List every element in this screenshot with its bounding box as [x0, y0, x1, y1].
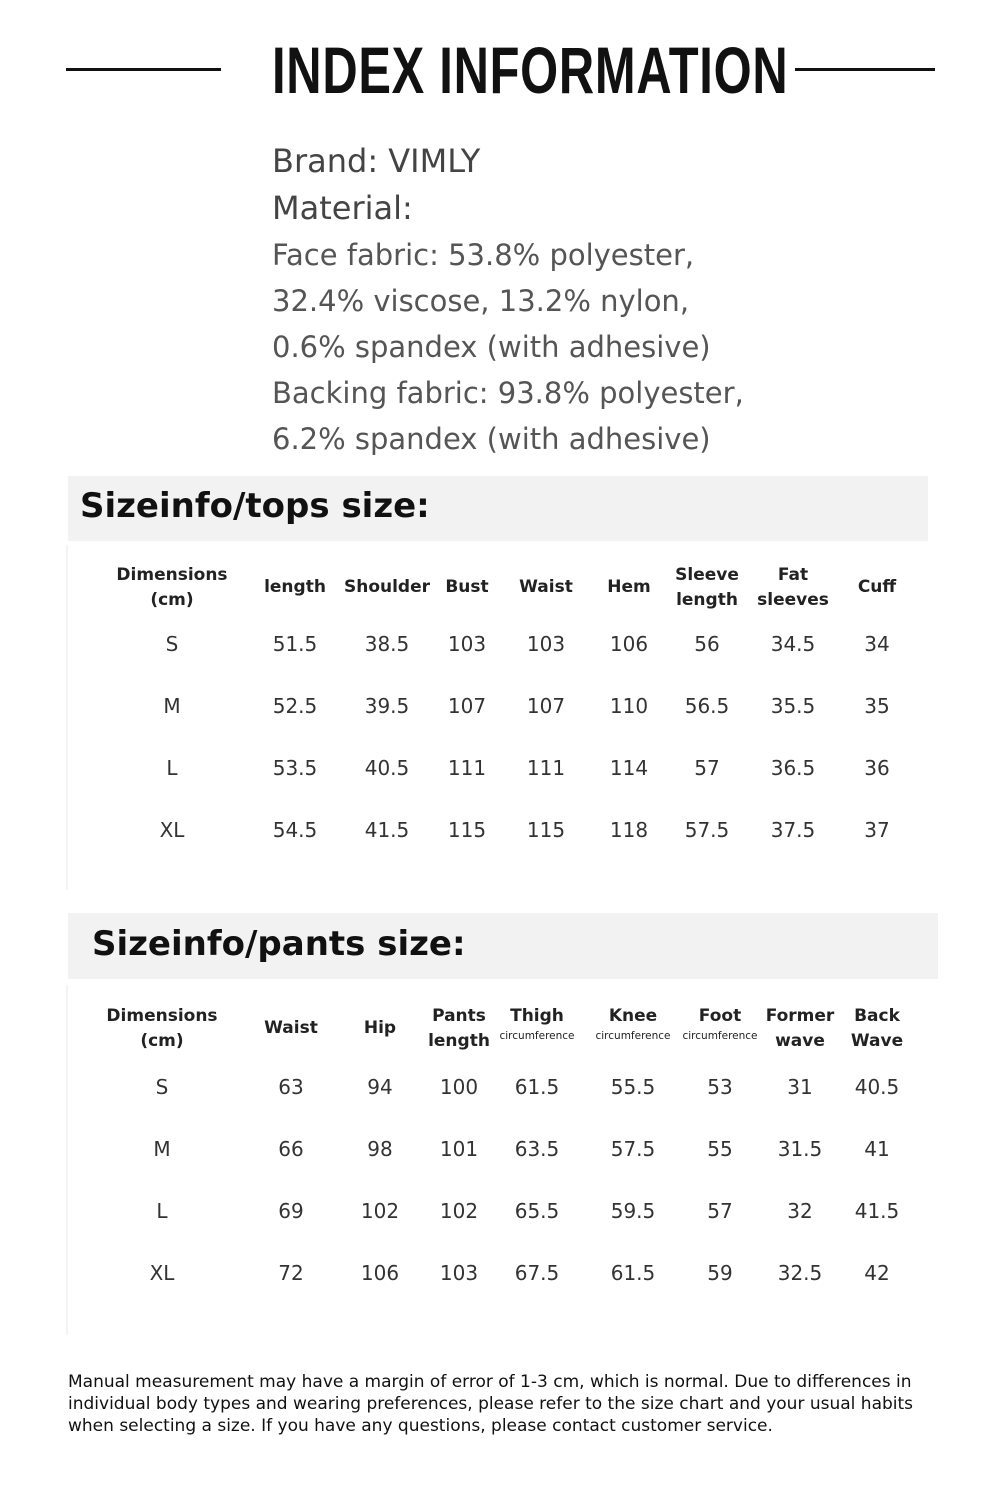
tops-table-cell: 107	[447, 694, 487, 718]
product-info	[272, 138, 922, 462]
tops-size-heading: Sizeinfo/tops size:	[68, 476, 928, 541]
tops-column-header: Cuff	[857, 577, 897, 597]
pants-column-header: Knee circumference	[595, 1006, 671, 1042]
tops-table-cell: 57.5	[684, 818, 730, 842]
tops-table-cell: 56	[694, 632, 720, 656]
tops-table-cell: 115	[526, 818, 566, 842]
pants-table-cell: 98	[367, 1137, 393, 1161]
measurement-note: Manual measurement may have a margin of error of 1-3 cm, which is normal. Due to differences in individual body types and wearing preferences, please refer to the size chart and your usual habits when selecting a size. If you have any questions, please contact customer service.	[68, 1372, 914, 1436]
tops-table-cell: 103	[447, 632, 487, 656]
tops-table-cell: 111	[447, 756, 487, 780]
material-line: Face fabric: 53.8% polyester,	[272, 238, 695, 272]
pants-table-cell: 67.5	[514, 1261, 560, 1285]
material-line: 32.4% viscose, 13.2% nylon,	[272, 284, 690, 318]
pants-column-header: Back Wave	[850, 1006, 904, 1051]
pants-size-label: S	[155, 1075, 169, 1099]
pants-table-cell: 102	[439, 1199, 479, 1223]
pants-table-cell: 41	[864, 1137, 890, 1161]
pants-table-cell: 103	[439, 1261, 479, 1285]
tops-table-cell: 40.5	[364, 756, 410, 780]
tops-table-cell: 35	[864, 694, 890, 718]
tops-table-cell: 107	[526, 694, 566, 718]
pants-table-cell: 65.5	[514, 1199, 560, 1223]
pants-table-cell: 55	[707, 1137, 733, 1161]
pants-table-cell: 40.5	[854, 1075, 900, 1099]
pants-table-cell: 59.5	[610, 1199, 656, 1223]
tops-table-cell: 37	[864, 818, 890, 842]
pants-column-header: Dimensions (cm)	[106, 1006, 218, 1051]
pants-table-cell: 59	[707, 1261, 733, 1285]
tops-column-header: Hem	[607, 577, 651, 597]
pants-table-cell: 32	[787, 1199, 813, 1223]
tops-table-cell: 52.5	[272, 694, 318, 718]
pants-column-header: Former wave	[765, 1006, 835, 1051]
tops-column-header: length	[264, 577, 326, 597]
pants-table-cell: 61.5	[610, 1261, 656, 1285]
pants-table-cell: 53	[707, 1075, 733, 1099]
tops-table-cell: 103	[526, 632, 566, 656]
tops-table-cell: 57	[694, 756, 720, 780]
tops-size-label: M	[163, 694, 181, 718]
pants-table-cell: 63	[278, 1075, 304, 1099]
pants-table-cell: 100	[439, 1075, 479, 1099]
tops-table-cell: 51.5	[272, 632, 318, 656]
pants-table-cell: 42	[864, 1261, 890, 1285]
title-rule-right	[795, 68, 935, 71]
pants-table-cell: 69	[278, 1199, 304, 1223]
tops-table-cell: 53.5	[272, 756, 318, 780]
pants-table-cell: 106	[360, 1261, 400, 1285]
tops-column-header: Bust	[445, 577, 489, 597]
title-rule-left	[66, 68, 221, 71]
material-line: 6.2% spandex (with adhesive)	[272, 422, 711, 456]
tops-table-cell: 118	[609, 818, 649, 842]
pants-table-cell: 31.5	[777, 1137, 823, 1161]
pants-table-edge	[66, 985, 68, 1335]
pants-table-cell: 31	[787, 1075, 813, 1099]
pants-table-cell: 57	[707, 1199, 733, 1223]
pants-table-cell: 102	[360, 1199, 400, 1223]
tops-table-cell: 37.5	[770, 818, 816, 842]
tops-size-label: S	[165, 632, 179, 656]
pants-size-label: M	[153, 1137, 171, 1161]
tops-column-header: Waist	[519, 577, 573, 597]
pants-column-header: Pants length	[428, 1006, 490, 1051]
pants-size-label: XL	[149, 1261, 175, 1285]
pants-size-label: L	[156, 1199, 168, 1223]
material-line: 0.6% spandex (with adhesive)	[272, 330, 711, 364]
tops-column-header: Fat sleeves	[757, 565, 829, 610]
tops-size-label: L	[166, 756, 178, 780]
pants-table-cell: 101	[439, 1137, 479, 1161]
tops-table-cell: 111	[526, 756, 566, 780]
pants-column-header: Waist	[264, 1018, 318, 1038]
tops-size-label: XL	[159, 818, 185, 842]
tops-table-cell: 34.5	[770, 632, 816, 656]
pants-table-cell: 94	[367, 1075, 393, 1099]
tops-table-cell: 56.5	[684, 694, 730, 718]
tops-table-cell: 41.5	[364, 818, 410, 842]
pants-table-cell: 72	[278, 1261, 304, 1285]
tops-table-cell: 38.5	[364, 632, 410, 656]
pants-table-cell: 55.5	[610, 1075, 656, 1099]
pants-table-cell: 41.5	[854, 1199, 900, 1223]
pants-size-heading: Sizeinfo/pants size:	[68, 913, 938, 979]
pants-column-header: Thigh circumference	[499, 1006, 575, 1042]
tops-table-edge	[66, 545, 68, 890]
tops-table-cell: 54.5	[272, 818, 318, 842]
pants-column-header: Hip	[363, 1018, 397, 1038]
pants-table-cell: 61.5	[514, 1075, 560, 1099]
tops-table-cell: 110	[609, 694, 649, 718]
tops-column-header: Dimensions (cm)	[116, 565, 228, 610]
tops-table-cell: 114	[609, 756, 649, 780]
pants-table-cell: 66	[278, 1137, 304, 1161]
pants-table-cell: 63.5	[514, 1137, 560, 1161]
pants-column-header: Foot circumference	[682, 1006, 758, 1042]
tops-table-cell: 36	[864, 756, 890, 780]
tops-table-cell: 106	[609, 632, 649, 656]
tops-table-cell: 36.5	[770, 756, 816, 780]
material-line: Backing fabric: 93.8% polyester,	[272, 376, 744, 410]
tops-table-cell: 35.5	[770, 694, 816, 718]
pants-table-cell: 57.5	[610, 1137, 656, 1161]
tops-table-cell: 115	[447, 818, 487, 842]
brand-line: Brand: VIMLY	[272, 142, 481, 180]
tops-table-cell: 39.5	[364, 694, 410, 718]
tops-column-header: Sleeve length	[675, 565, 739, 610]
page-title: INDEX INFORMATION	[272, 33, 789, 107]
tops-table-cell: 34	[864, 632, 890, 656]
tops-column-header: Shoulder	[343, 577, 431, 597]
pants-table-cell: 32.5	[777, 1261, 823, 1285]
material-label: Material:	[272, 189, 413, 227]
